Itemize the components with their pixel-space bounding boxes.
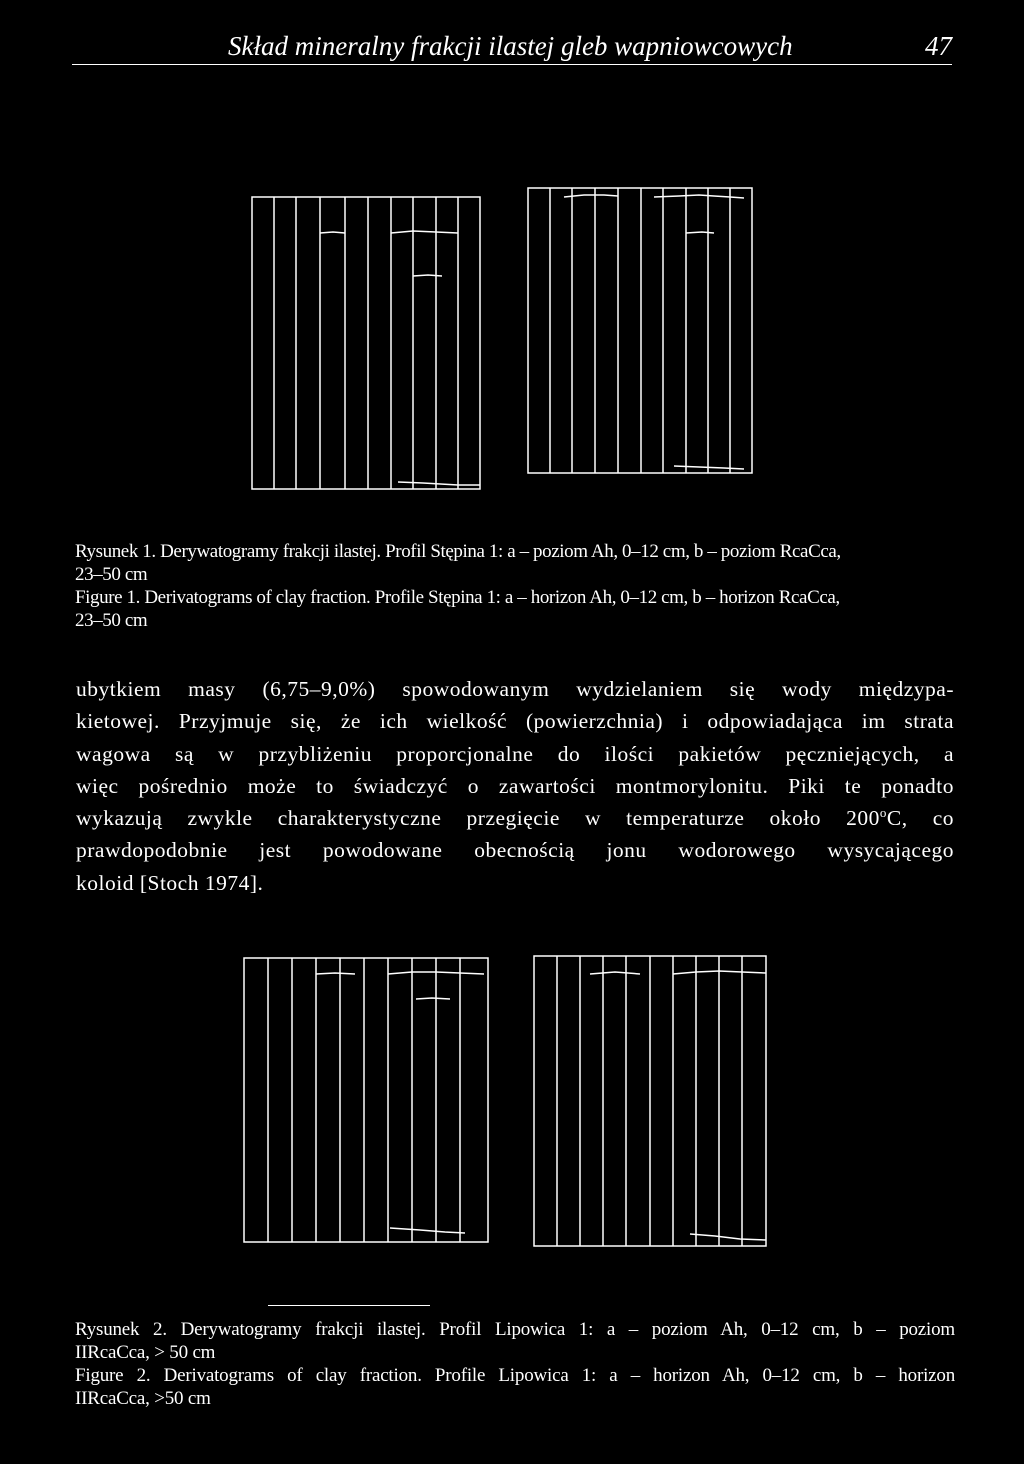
body-line-1: ubytkiem masy (6,75–9,0%) spowodowanym wydzielaniem się wody międzypa-	[76, 677, 954, 701]
figure-1b-derivatogram	[524, 186, 756, 476]
figure-2a-derivatogram	[240, 956, 492, 1246]
page-number: 47	[925, 31, 952, 61]
figure-1-caption-pl-line1: Rysunek 1. Derywatogramy frakcji ilastej. Profil Stępina 1: a – poziom Ah, 0–12 cm, b – poziom RcaCca,	[75, 541, 841, 562]
figure-1-caption-en-line1: Figure 1. Derivatograms of clay fraction. Profile Stępina 1: a – horizon Ah, 0–12 cm, b – horizon RcaCca,	[75, 587, 840, 608]
body-line-5-tail: C, co	[886, 806, 955, 831]
body-line-4: więc pośrednio może to świadczyć o zawartości montmorylonitu. Piki te ponadto	[76, 773, 954, 798]
figure-2-caption-en-line2: IIRcaCca, >50 cm	[75, 1388, 211, 1409]
figure-2-caption-pl-line1: Rysunek 2. Derywatogramy frakcji ilastej. Profil Lipowica 1: a – poziom Ah, 0–12 cm, b – poziom	[75, 1319, 955, 1340]
body-line-7: koloid [Stoch 1974].	[76, 870, 264, 895]
body-line-5	[76, 802, 954, 834]
figure-2b-derivatogram	[530, 954, 770, 1250]
body-paragraph	[76, 673, 954, 899]
figure-divider-rule	[268, 1305, 430, 1306]
figure-2-caption-en-line1: Figure 2. Derivatograms of clay fraction. Profile Lipowica 1: a – horizon Ah, 0–12 cm, b – horizon	[75, 1365, 955, 1386]
figure-1-caption-pl-line2: 23–50 cm	[75, 564, 148, 585]
figure-1-caption	[75, 540, 955, 632]
body-line-3: wagowa są w przybliżeniu proporcjonalne do ilości pakietów pęczniejących, a	[76, 741, 954, 766]
figure-1a-derivatogram	[248, 196, 484, 491]
figure-1-caption-en-line2: 23–50 cm	[75, 610, 148, 631]
body-line-5-text: wykazują zwykle charakterystyczne przegięcie w temperaturze około 200	[76, 806, 880, 831]
figure-2-caption-pl-line2: IIRcaCca, > 50 cm	[75, 1342, 216, 1363]
body-line-6: prawdopodobnie jest powodowane obecnością jonu wodorowego wysycającego	[76, 838, 954, 863]
running-header	[72, 28, 952, 65]
running-title: Skład mineralny frakcji ilastej gleb wapniowcowych	[228, 31, 793, 61]
figure-2-caption	[75, 1318, 955, 1410]
degree-superscript: o	[879, 805, 887, 821]
body-line-2: kietowej. Przyjmuje się, że ich wielkość (powierzchnia) i odpowiadająca im strata	[76, 709, 954, 734]
